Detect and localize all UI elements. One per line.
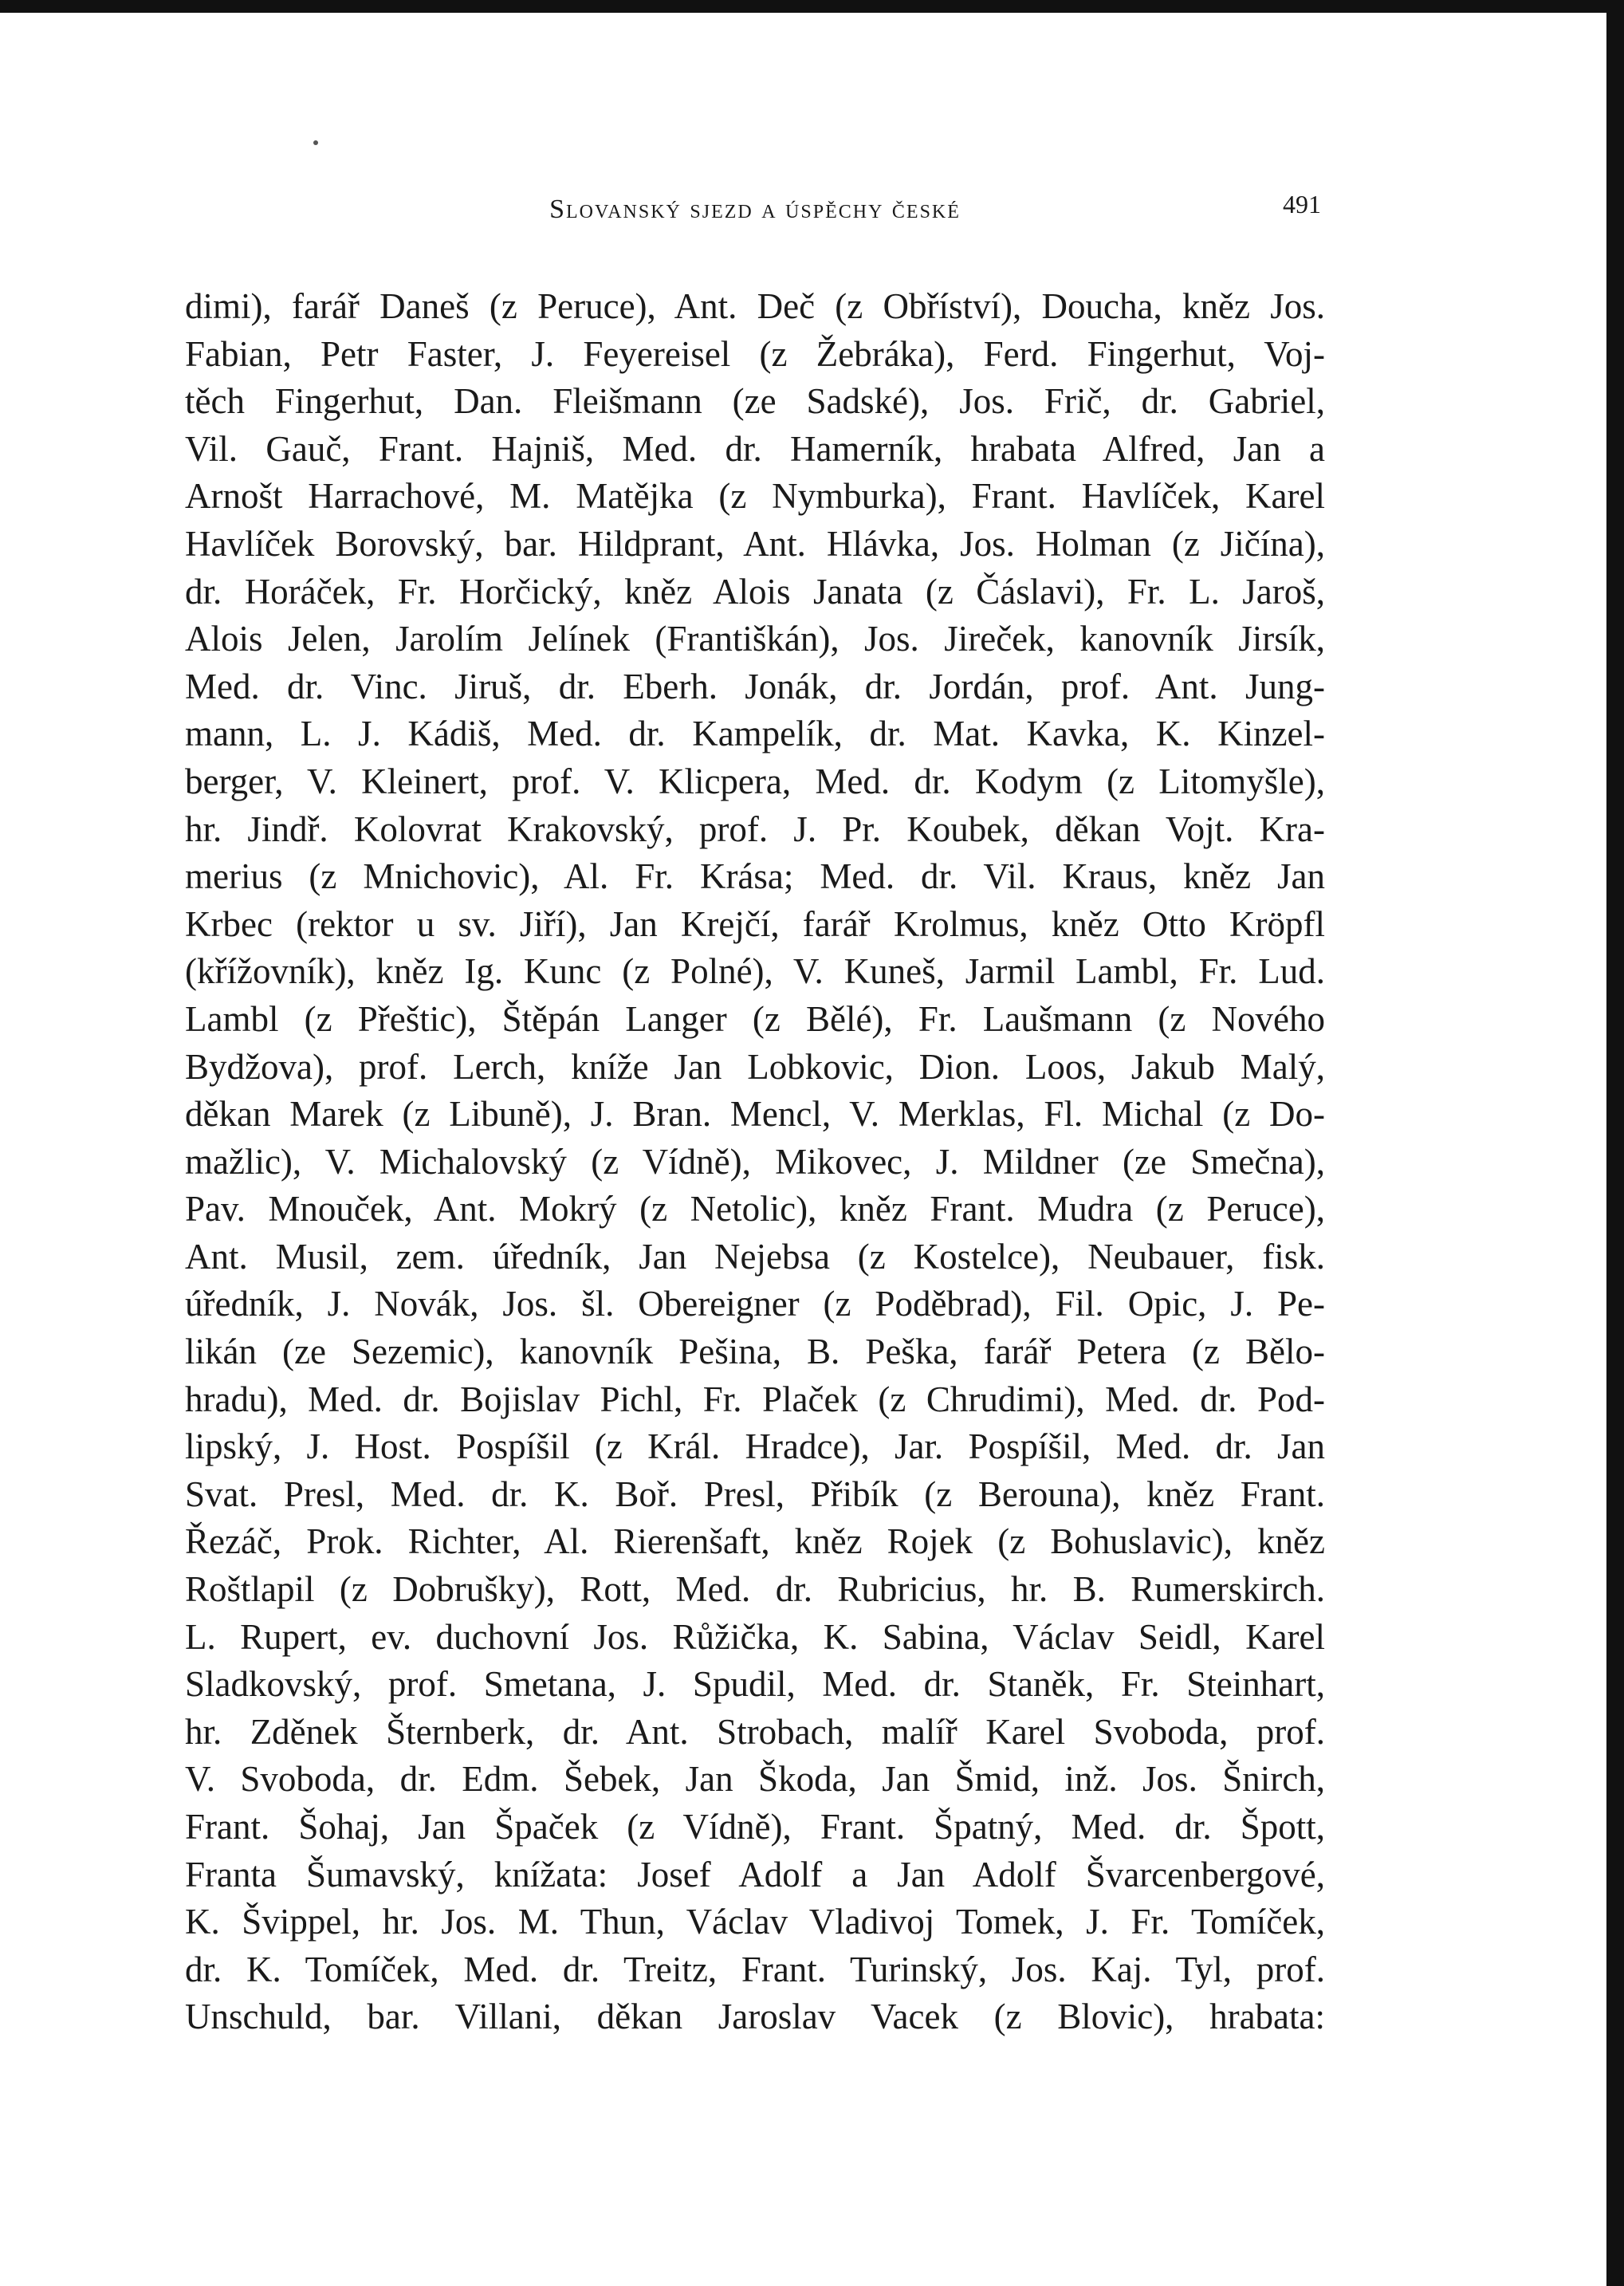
text-line: úředník, J. Novák, Jos. šl. Obereigner (z Poděbrad), Fil. Opic, J. Pe- [185,1284,1325,1324]
text-line: (křížovník), kněz Ig. Kunc (z Polné), V. Kuneš, Jarmil Lambl, Fr. Lud. [185,951,1325,992]
text-line: Bydžova), prof. Lerch, kníže Jan Lobkovic, Dion. Loos, Jakub Malý, [185,1046,1325,1087]
text-line: mažlic), V. Michalovský (z Vídně), Mikovec, J. Mildner (ze Smečna), [185,1141,1325,1182]
text-line: Med. dr. Vinc. Jiruš, dr. Eberh. Jonák, dr. Jordán, prof. Ant. Jung- [185,666,1325,706]
page-number: 491 [1283,190,1321,218]
text-line: Vil. Gauč, Frant. Hajniš, Med. dr. Hamerník, hrabata Alfred, Jan a [185,428,1325,469]
text-line: děkan Marek (z Libuně), J. Bran. Mencl, V. Merklas, Fl. Michal (z Do- [185,1094,1325,1135]
text-line: Pav. Mnouček, Ant. Mokrý (z Netolic), kněz Frant. Mudra (z Peruce), [185,1189,1325,1230]
text-line: K. Švippel, hr. Jos. M. Thun, Václav Vladivoj Tomek, J. Fr. Tomíček, [185,1902,1325,1942]
text-line: Lambl (z Přeštic), Štěpán Langer (z Bělé), Fr. Laušmann (z Nového [185,998,1325,1039]
body-text [185,283,1325,2041]
text-line: Unschuld, bar. Villani, děkan Jaroslav Vacek (z Blovic), hrabata: [185,1997,1325,2037]
page-header [189,190,1321,238]
text-line: Ant. Musil, zem. úředník, Jan Nejebsa (z Kostelce), Neubauer, fisk. [185,1236,1325,1277]
text-line: lipský, J. Host. Pospíšil (z Král. Hradce), Jar. Pospíšil, Med. dr. Jan [185,1426,1325,1467]
text-line: dr. Horáček, Fr. Horčický, kněz Alois Janata (z Čáslavi), Fr. L. Jaroš, [185,571,1325,612]
text-line: likán (ze Sezemic), kanovník Pešina, B. Peška, farář Petera (z Bělo- [185,1332,1325,1372]
text-line: Arnošt Harrachové, M. Matějka (z Nymburka), Frant. Havlíček, Karel [185,476,1325,517]
text-line: hradu), Med. dr. Bojislav Pichl, Fr. Plaček (z Chrudimi), Med. dr. Pod- [185,1379,1325,1419]
scan-speck [313,140,318,145]
text-line: Franta Šumavský, knížata: Josef Adolf a Jan Adolf Švarcenbergové, [185,1854,1325,1895]
text-line: dimi), farář Daneš (z Peruce), Ant. Deč (z Obříství), Doucha, kněz Jos. [185,286,1325,326]
text-line: Frant. Šohaj, Jan Špaček (z Vídně), Frant. Špatný, Med. dr. Špott, [185,1807,1325,1847]
text-line: Svat. Presl, Med. dr. K. Boř. Presl, Přibík (z Berouna), kněz Frant. [185,1474,1325,1514]
text-line: těch Fingerhut, Dan. Fleišmann (ze Sadské), Jos. Frič, dr. Gabriel, [185,381,1325,422]
text-line: dr. K. Tomíček, Med. dr. Treitz, Frant. Turinský, Jos. Kaj. Tyl, prof. [185,1949,1325,1989]
text-line: L. Rupert, ev. duchovní Jos. Růžička, K. Sabina, Václav Seidl, Karel [185,1616,1325,1657]
scan-border-top [0,0,1624,13]
text-line: berger, V. Kleinert, prof. V. Klicpera, Med. dr. Kodym (z Litomyšle), [185,761,1325,801]
text-line: mann, L. J. Kádiš, Med. dr. Kampelík, dr. Mat. Kavka, K. Kinzel- [185,714,1325,754]
text-line: Roštlapil (z Dobrušky), Rott, Med. dr. Rubricius, hr. B. Rumerskirch. [185,1569,1325,1610]
text-line: hr. Zděnek Šternberk, dr. Ant. Strobach, malíř Karel Svoboda, prof. [185,1711,1325,1752]
scan-border-right [1606,0,1624,2286]
text-line: Alois Jelen, Jarolím Jelínek (Františkán), Jos. Jireček, kanovník Jirsík, [185,619,1325,659]
text-line: Sladkovský, prof. Smetana, J. Spudil, Med. dr. Staněk, Fr. Steinhart, [185,1664,1325,1705]
text-line: merius (z Mnichovic), Al. Fr. Krása; Med. dr. Vil. Kraus, kněz Jan [185,856,1325,897]
text-line: Krbec (rektor u sv. Jiří), Jan Krejčí, farář Krolmus, kněz Otto Kröpfl [185,903,1325,944]
running-title: Slovanský sjezd a úspěchy české [549,195,961,224]
text-line: Fabian, Petr Faster, J. Feyereisel (z Žebráka), Ferd. Fingerhut, Voj- [185,333,1325,374]
text-line: V. Svoboda, dr. Edm. Šebek, Jan Škoda, Jan Šmid, inž. Jos. Šnirch, [185,1759,1325,1800]
text-line: Řezáč, Prok. Richter, Al. Rierenšaft, kněz Rojek (z Bohuslavic), kněz [185,1521,1325,1562]
text-line: Havlíček Borovský, bar. Hildprant, Ant. Hlávka, Jos. Holman (z Jičína), [185,523,1325,564]
text-line: hr. Jindř. Kolovrat Krakovský, prof. J. Pr. Koubek, děkan Vojt. Kra- [185,809,1325,849]
